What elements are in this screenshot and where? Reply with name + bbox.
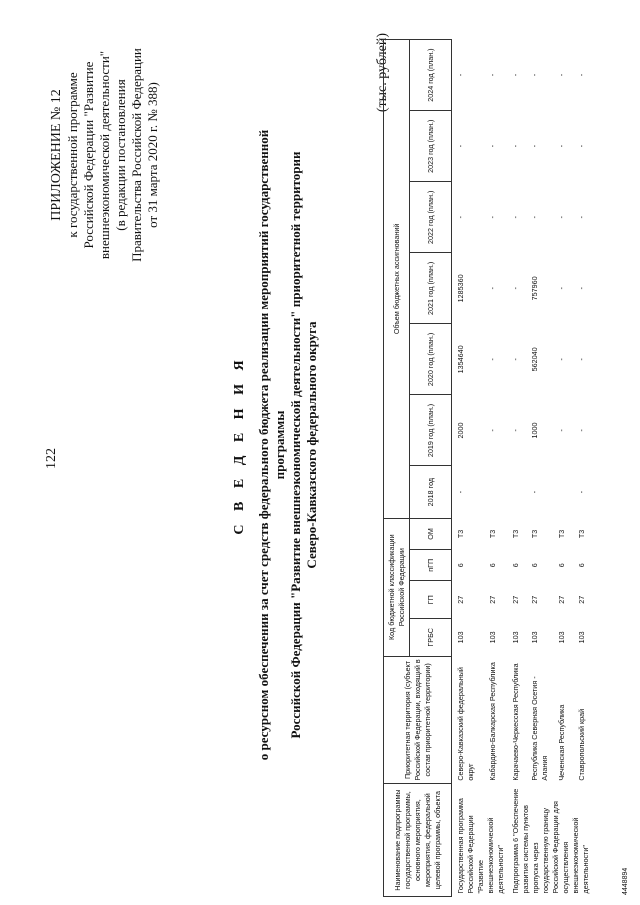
- header-2022: 2022 год (план.): [410, 182, 452, 253]
- value-cell: -: [530, 216, 540, 219]
- value-cell: 562040: [530, 347, 540, 372]
- value-cell: -: [456, 216, 465, 219]
- header-volume-group: Объем бюджетных ассигнований: [384, 40, 410, 519]
- table-row: [573, 40, 592, 897]
- code-cell: 103: [511, 631, 520, 644]
- header-2024: 2024 год (план.): [410, 40, 452, 111]
- value-cell: -: [456, 73, 465, 77]
- program-name: Государственная программа Российской Федерации "Развитие внешнеэкономической деятельности": [456, 798, 505, 894]
- heading-title: С В Е Д Е Н И Я: [232, 355, 247, 535]
- value-cell: 1285360: [456, 274, 465, 303]
- table-row: [452, 40, 485, 897]
- heading-subtitle-line: Северо-Кавказского федерального округа: [304, 321, 319, 569]
- value-cell: -: [511, 145, 520, 148]
- value-cell-2018: -: [576, 490, 586, 494]
- value-cell: -: [511, 358, 520, 361]
- table-row: [553, 40, 572, 897]
- code-cell: Т3: [511, 529, 520, 539]
- code-cell: 27: [557, 595, 567, 604]
- header-2020: 2020 год (план.): [410, 324, 452, 395]
- heading-subtitle-line: о ресурсном обеспечении за счет средств федерального бюджета реализации мероприятий государственной программы: [256, 129, 287, 761]
- code-cell: 27: [576, 595, 586, 604]
- header-code-gp: ГП: [410, 581, 452, 619]
- value-cell: -: [488, 216, 498, 219]
- header-2023: 2023 год (план.): [410, 111, 452, 182]
- territory-cell: Кабардино-Балкарская Республика: [488, 662, 498, 781]
- territory-cell: Республика Северная Осетия - Алания: [530, 676, 550, 781]
- value-cell: -: [488, 287, 498, 290]
- heading-subtitle-line: Российской Федерации "Развитие внешнеэкономической деятельности" приоритетной территории: [288, 151, 303, 739]
- value-cell: 1000: [530, 422, 540, 439]
- appendix-line: Правительства Российской Федерации: [129, 48, 144, 262]
- value-cell: -: [488, 73, 498, 77]
- appendix-line: к государственной программе: [65, 72, 80, 238]
- code-cell: 27: [530, 595, 540, 604]
- code-cell: 6: [511, 563, 520, 568]
- appendix-line: Российской Федерации "Развитие: [81, 61, 96, 249]
- page-number: 122: [44, 448, 59, 469]
- code-cell: 6: [530, 563, 540, 568]
- code-cell: Т3: [488, 529, 498, 539]
- budget-table: [383, 39, 592, 897]
- code-cell: Т3: [576, 529, 586, 539]
- value-cell: -: [511, 73, 520, 77]
- code-cell: 103: [456, 631, 465, 644]
- territory-cell: Северо-Кавказский федеральный округ: [456, 667, 475, 781]
- document-id: 4448894: [622, 867, 629, 895]
- header-code-pgp: пГП: [410, 550, 452, 581]
- code-cell: 27: [456, 595, 465, 604]
- code-cell: Т3: [530, 529, 540, 539]
- header-2018: 2018 год: [410, 466, 452, 518]
- territory-cell: Чеченская Республика: [557, 704, 567, 781]
- code-cell: 103: [530, 631, 540, 644]
- value-cell-2018: -: [530, 490, 540, 494]
- code-cell: Т3: [557, 529, 567, 539]
- value-cell: 757960: [530, 276, 540, 301]
- header-2021: 2021 год (план.): [410, 253, 452, 324]
- value-cell: 1354640: [456, 345, 465, 374]
- table-row: [526, 40, 553, 897]
- value-cell-2018: -: [456, 490, 465, 494]
- value-cell: -: [576, 358, 586, 361]
- appendix-line: от 31 марта 2020 г. № 388): [145, 82, 160, 228]
- value-cell-2018: [507, 466, 526, 518]
- value-cell: 2000: [456, 422, 465, 439]
- code-cell: 6: [456, 563, 465, 568]
- value-cell: -: [557, 429, 567, 432]
- code-cell: Т3: [456, 529, 465, 539]
- header-name: Наименование подпрограммы государственной программы, основного мероприятия, мероприятия, федеральной целевой программы, объекта: [384, 784, 452, 897]
- value-cell: -: [511, 287, 520, 290]
- value-cell: -: [557, 287, 567, 290]
- header-code-grbs: ГРБС: [410, 619, 452, 657]
- value-cell: -: [488, 358, 498, 361]
- appendix-line: ПРИЛОЖЕНИЕ № 12: [49, 89, 64, 221]
- value-cell-2018: [484, 466, 507, 518]
- value-cell: -: [557, 216, 567, 219]
- value-cell: -: [530, 145, 540, 148]
- table-row: [484, 40, 507, 897]
- appendix-line: (в редакции постановления: [113, 79, 128, 231]
- value-cell: -: [576, 287, 586, 290]
- units-label: (тыс. рублей): [375, 33, 390, 113]
- code-cell: 103: [557, 631, 567, 644]
- value-cell-2018: [553, 466, 572, 518]
- value-cell: -: [576, 145, 586, 148]
- code-cell: 6: [557, 563, 567, 568]
- table-row: [507, 40, 526, 897]
- value-cell: -: [488, 429, 498, 432]
- value-cell: -: [576, 73, 586, 77]
- header-code-group: Код бюджетной классификации Российской Федерации: [384, 518, 410, 656]
- code-cell: 6: [576, 563, 586, 568]
- value-cell: -: [557, 73, 567, 77]
- value-cell: -: [576, 429, 586, 432]
- subprogram-name: Подпрограмма 6 "Обеспечение развития системы пунктов пропуска через государственную границу Российской Федерации для осуществления внешнеэкономической деятельности": [511, 788, 590, 894]
- code-cell: 103: [576, 631, 586, 644]
- header-2019: 2019 год (план.): [410, 395, 452, 466]
- value-cell: -: [488, 145, 498, 148]
- territory-cell: Ставропольский край: [576, 708, 586, 781]
- code-cell: 27: [511, 595, 520, 604]
- appendix-block: [48, 5, 161, 305]
- value-cell: -: [576, 216, 586, 219]
- document-heading: [232, 105, 320, 785]
- value-cell: -: [511, 429, 520, 432]
- value-cell: -: [557, 145, 567, 148]
- code-cell: 6: [488, 563, 498, 568]
- appendix-line: внешнеэкономической деятельности": [97, 50, 112, 260]
- value-cell: -: [530, 73, 540, 77]
- header-code-om: ОМ: [410, 518, 452, 549]
- value-cell: -: [456, 145, 465, 148]
- value-cell: -: [557, 358, 567, 361]
- value-cell: -: [511, 216, 520, 219]
- code-cell: 27: [488, 595, 498, 604]
- code-cell: 103: [488, 631, 498, 644]
- header-territory: Приоритетная территория (субъект Российской Федерации, входящий в состав приоритетной территории): [384, 656, 452, 783]
- territory-cell: Карачаево-Черкесская Республика: [511, 663, 520, 781]
